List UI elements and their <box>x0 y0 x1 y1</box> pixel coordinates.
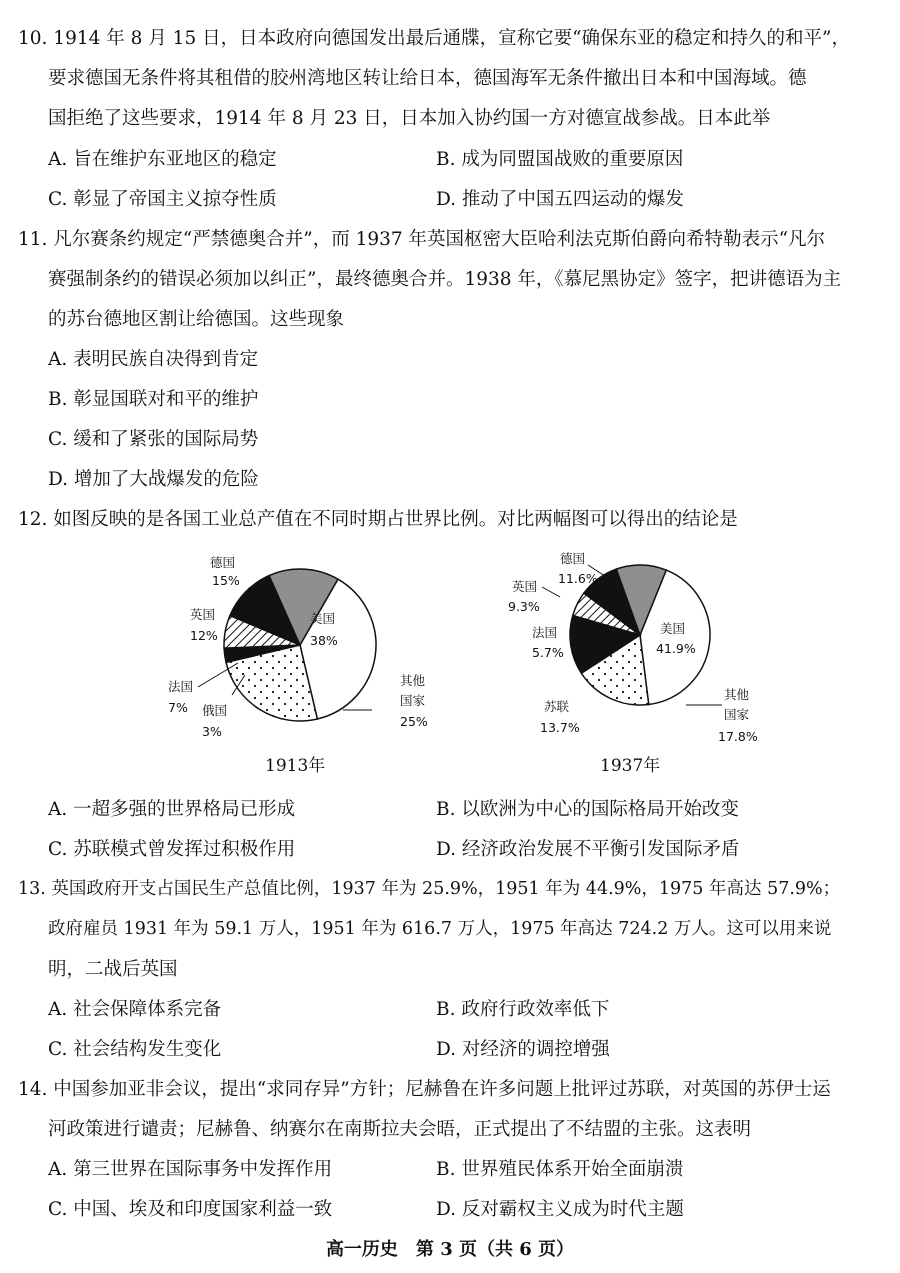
pie-1913-label-russia: 俄国 <box>202 703 228 718</box>
pie-1937-label-ussr: 苏联 <box>544 699 570 714</box>
pie-1913-label-germany: 德国 <box>210 555 236 570</box>
pie-1913-title: 1913年 <box>265 756 326 776</box>
pie-1913-value-germany: 15% <box>212 573 240 588</box>
q10-stem-line-3: 国拒绝了这些要求，1914 年 8 月 23 日，日本加入协约国一方对德宣战参战。日本此举 <box>48 108 771 129</box>
pie-1937-label-germany: 德国 <box>560 551 586 566</box>
pie-1937-value-france: 5.7% <box>532 645 564 660</box>
q13-stem-line-2: 政府雇员 1931 年为 59.1 万人，1951 年为 616.7 万人，1975 年高达 724.2 万人。这可以用来说 <box>48 919 832 939</box>
pie-1937-value-britain: 9.3% <box>508 599 540 614</box>
pie-1913-label-others-2: 国家 <box>400 693 426 708</box>
pie-1937-label-others-1: 其他 <box>724 687 750 702</box>
q10-option-b: B. 成为同盟国战败的重要原因 <box>436 149 684 170</box>
q11-option-d: D. 增加了大战爆发的危险 <box>48 469 259 490</box>
q14-option-c: C. 中国、埃及和印度国家利益一致 <box>48 1199 333 1220</box>
q12-option-a: A. 一超多强的世界格局已形成 <box>48 799 296 820</box>
page-footer: 高一历史 第 3 页（共 6 页） <box>325 1239 575 1260</box>
q14-option-d: D. 反对霸权主义成为时代主题 <box>436 1199 684 1220</box>
q14-option-b: B. 世界殖民体系开始全面崩溃 <box>436 1159 684 1180</box>
pie-1937-value-usa: 41.9% <box>656 641 696 656</box>
q11-option-c: C. 缓和了紧张的国际局势 <box>48 429 259 450</box>
q13-stem-line-3: 明，二战后英国 <box>48 959 178 980</box>
pie-1937-label-france: 法国 <box>532 625 558 640</box>
pie-1913-slices <box>224 569 376 721</box>
pie-1913-label-others-1: 其他 <box>400 673 426 688</box>
q13-option-a: A. 社会保障体系完备 <box>48 999 222 1020</box>
q10-stem-line-1: 10. 1914 年 8 月 15 日，日本政府向德国发出最后通牒，宣称它要“确保东亚的稳定和持久的和平”， <box>18 28 851 49</box>
q13-option-d: D. 对经济的调控增强 <box>436 1039 610 1060</box>
pie-1913-value-others: 25% <box>400 714 428 729</box>
q14-option-a: A. 第三世界在国际事务中发挥作用 <box>48 1159 333 1180</box>
q14-stem-line-2: 河政策进行谴责；尼赫鲁、纳赛尔在南斯拉夫会晤，正式提出了不结盟的主张。这表明 <box>48 1119 752 1140</box>
pie-chart-1937 <box>500 545 790 785</box>
q13-stem-line-1: 13. 英国政府开支占国民生产总值比例，1937 年为 25.9%，1951 年为 44.9%，1975 年高达 57.9%； <box>18 879 841 899</box>
pie-chart-1913 <box>150 545 480 785</box>
pie-1937-label-britain: 英国 <box>512 579 538 594</box>
q13-option-c: C. 社会结构发生变化 <box>48 1039 222 1060</box>
pie-1937-value-germany: 11.6% <box>558 571 598 586</box>
q10-option-a: A. 旨在维护东亚地区的稳定 <box>48 149 277 170</box>
q11-stem-line-3: 的苏台德地区割让给德国。这些现象 <box>48 309 345 330</box>
pie-1937-value-ussr: 13.7% <box>540 720 580 735</box>
q12-stem-line-1: 12. 如图反映的是各国工业总产值在不同时期占世界比例。对比两幅图可以得出的结论是 <box>18 509 738 530</box>
pie-1937-label-others-2: 国家 <box>724 707 750 722</box>
q10-option-d: D. 推动了中国五四运动的爆发 <box>436 189 684 210</box>
pie-1937-title: 1937年 <box>600 756 661 776</box>
pie-1913-label-britain: 英国 <box>190 607 216 622</box>
pie-1937-value-others: 17.8% <box>718 729 758 744</box>
q11-stem-line-2: 赛强制条约的错误必须加以纠正”，最终德奥合并。1938 年，《慕尼黑协定》签字，把讲德语为主 <box>48 269 842 290</box>
q14-stem-line-1: 14. 中国参加亚非会议，提出“求同存异”方针；尼赫鲁在许多问题上批评过苏联，对英国的苏伊士运 <box>18 1079 831 1100</box>
pie-1913-value-britain: 12% <box>190 628 218 643</box>
q11-option-b: B. 彰显国联对和平的维护 <box>48 389 259 410</box>
q10-stem-line-2: 要求德国无条件将其租借的胶州湾地区转让给日本，德国海军无条件撤出日本和中国海域。德 <box>48 68 807 89</box>
pie-1913-label-usa: 美国 <box>310 611 336 626</box>
pie-1913-value-russia: 3% <box>202 724 222 739</box>
q11-option-a: A. 表明民族自决得到肯定 <box>48 349 259 370</box>
q12-option-b: B. 以欧洲为中心的国际格局开始改变 <box>436 799 739 820</box>
pie-1937-label-usa: 美国 <box>660 621 686 636</box>
pie-1913-value-usa: 38% <box>310 633 338 648</box>
q12-option-c: C. 苏联模式曾发挥过积极作用 <box>48 839 296 860</box>
q10-option-c: C. 彰显了帝国主义掠夺性质 <box>48 189 277 210</box>
q12-option-d: D. 经济政治发展不平衡引发国际矛盾 <box>436 839 740 860</box>
q13-option-b: B. 政府行政效率低下 <box>436 999 610 1020</box>
q11-stem-line-1: 11. 凡尔赛条约规定“严禁德奥合并”，而 1937 年英国枢密大臣哈利法克斯伯爵向希特勒表示“凡尔 <box>18 229 826 250</box>
pie-1913-label-france: 法国 <box>168 679 194 694</box>
pie-1913-value-france: 7% <box>168 700 188 715</box>
